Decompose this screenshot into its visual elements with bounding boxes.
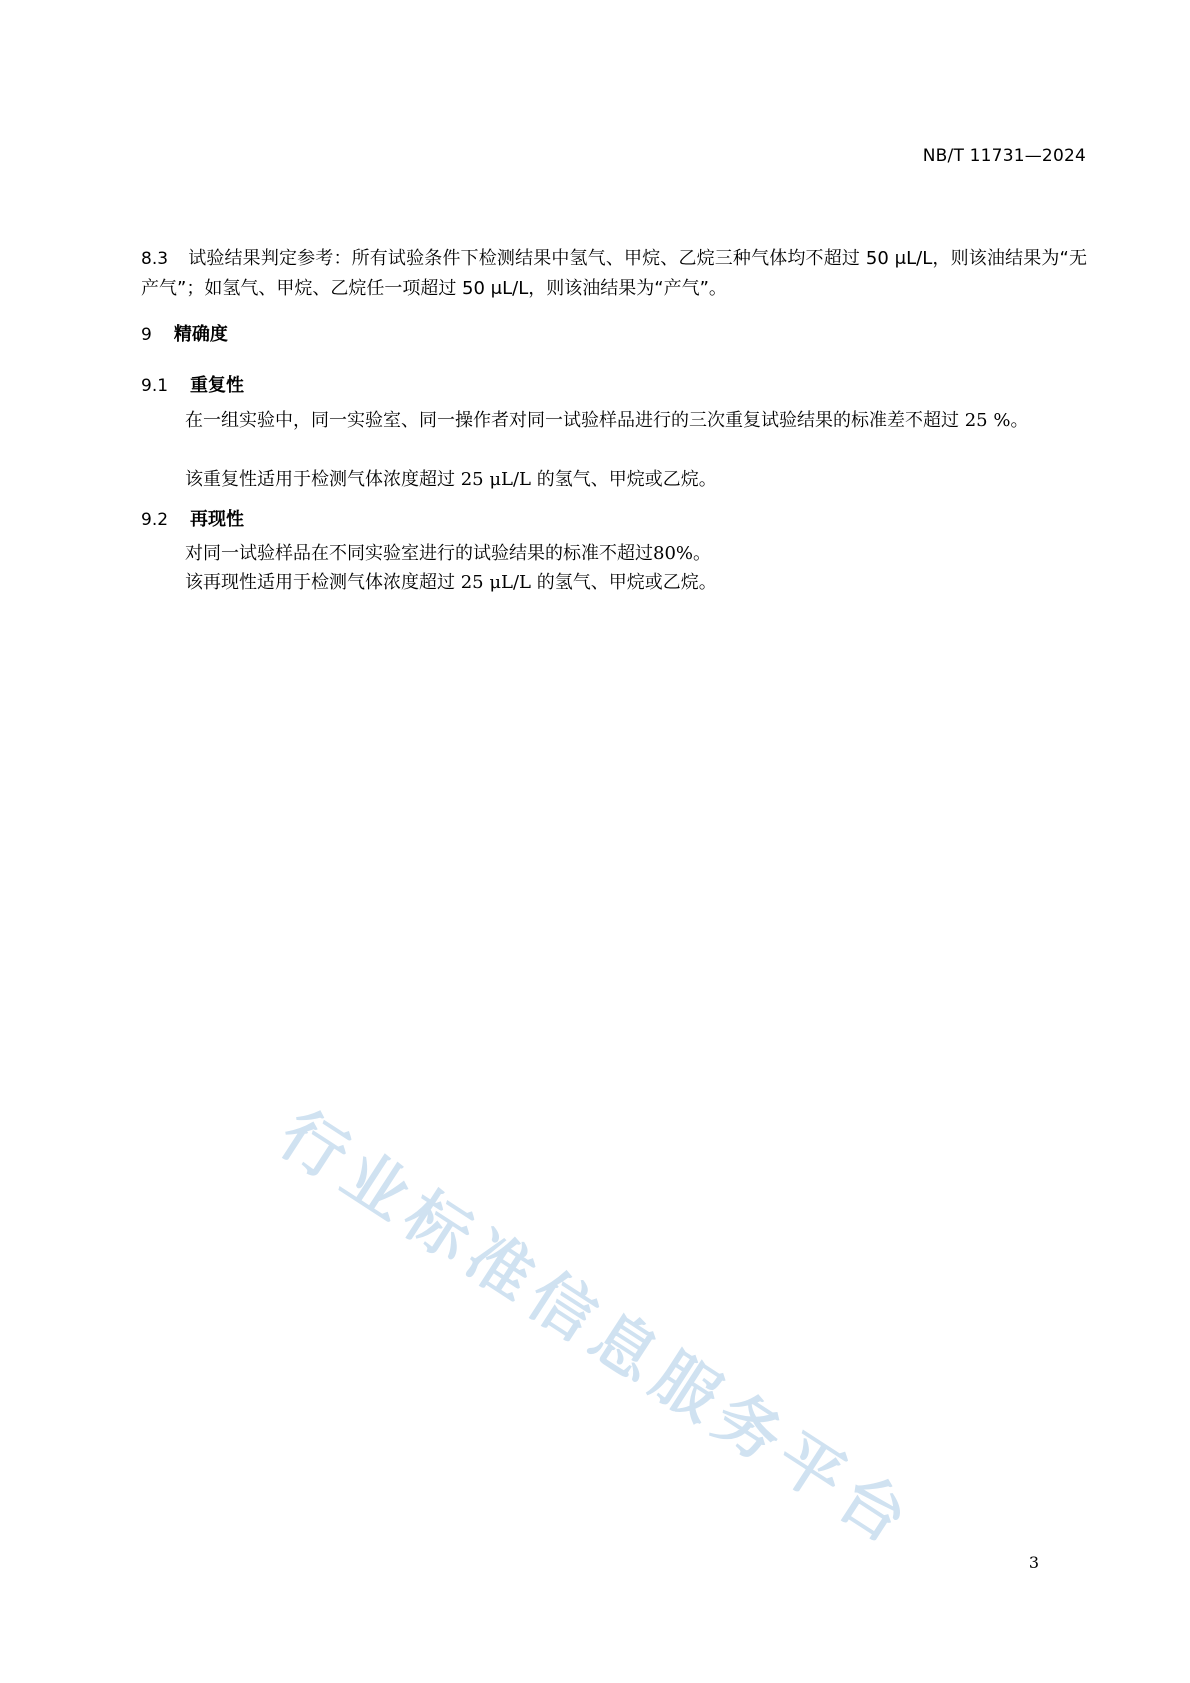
page-number: 3 [1028, 1553, 1039, 1572]
section-number: 9.1 [141, 376, 169, 396]
section-number: 9.2 [141, 510, 169, 530]
section-title: 重复性 [190, 375, 245, 396]
reproducibility-paragraph-1: 对同一试验样品在不同实验室进行的试验结果的标准不超过80%。 [185, 543, 712, 564]
section-title: 再现性 [190, 509, 245, 530]
section-number: 9 [141, 325, 152, 345]
clause-number: 8.3 [141, 249, 169, 269]
reproducibility-paragraph-2: 该再现性适用于检测气体浓度超过 25 μL/L 的氢气、甲烷或乙烷。 [185, 572, 717, 593]
repeatability-paragraph-2: 该重复性适用于检测气体浓度超过 25 μL/L 的氢气、甲烷或乙烷。 [185, 469, 717, 490]
section-9-2-heading [141, 505, 244, 535]
document-code: NB/T 11731—2024 [922, 146, 1086, 166]
section-9-1-heading [141, 371, 244, 401]
clause-8-3 [141, 244, 1087, 303]
section-9-heading [141, 320, 228, 350]
repeatability-paragraph-1: 在一组实验中，同一实验室、同一操作者对同一试验样品进行的三次重复试验结果的标准差不超过 25 %。 [185, 410, 1029, 431]
watermark: 行业标准信息服务平台 [266, 1097, 928, 1563]
clause-text: 试验结果判定参考：所有试验条件下检测结果中氢气、甲烷、乙烷三种气体均不超过 50 μL/L，则该油结果为“无产气”；如氢气、甲烷、乙烷任一项超过 50 μL/L，则该油结果为“产气”。 [141, 248, 1087, 299]
section-title: 精确度 [173, 324, 228, 345]
